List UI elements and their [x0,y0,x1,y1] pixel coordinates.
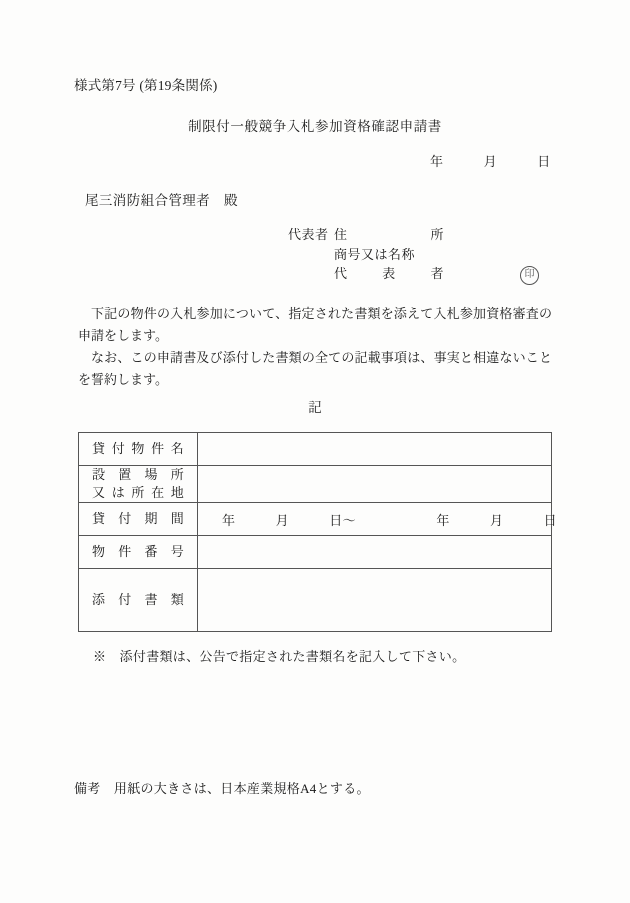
form-number: 様式第7号 (第19条関係) [74,78,218,93]
applicant-company-label: 商号又は名称 [334,246,416,262]
row-label-attachments [79,569,198,632]
row-label-property-name [79,433,198,466]
row-value-location[interactable] [198,466,552,503]
addressee-line: 尾三消防組合管理者 殿 [85,193,238,208]
table-row [79,433,552,466]
seal-stamp-icon: 印 [520,266,539,285]
footer-remark: 備考 用紙の大きさは、日本産業規格A4とする。 [74,781,370,796]
applicant-address-label: 住 所 [334,227,444,242]
value-text: 年 月 日～ 年 月 日 [222,512,558,528]
applicant-representative-row [288,264,454,284]
label-text: 添付書類 [92,592,184,607]
applicant-company-row [288,245,454,265]
form-table [78,432,558,632]
row-value-property-number[interactable] [198,536,552,569]
document-title: 制限付一般競争入札参加資格確認申請書 [188,119,442,134]
row-value-lease-period[interactable] [198,503,558,536]
table-note: ※ 添付書類は、公告で指定された書類名を記入して下さい。 [93,649,466,664]
row-label-lease-period [79,503,198,536]
body-text [78,303,552,391]
applicant-representative-label: 代 表 者 [334,266,444,281]
label-text: 物件番号 [92,544,184,559]
label-text: 貸付期間 [92,511,184,526]
table-row [79,536,552,569]
table-row [79,503,552,536]
body-paragraph-2: なお、この申請書及び添付した書類の全ての記載事項は、事実と相違ないことを誓約します。 [78,350,552,387]
row-label-location [79,466,198,503]
body-paragraph-1: 下記の物件の入札参加について、指定された書類を添えて入札参加資格審査の申請をします。 [78,306,552,343]
applicant-kicker: 代表者 [288,227,329,242]
label-text-line-2: 又は所在地 [92,485,184,500]
label-text-line-1: 設置場所 [92,467,184,482]
applicant-block [288,225,535,284]
label-text: 貸付物件名 [92,441,184,456]
row-value-property-name[interactable] [198,433,552,466]
table-row [79,466,552,503]
ki-mark: 記 [308,400,322,415]
row-label-property-number [79,536,198,569]
row-value-attachments[interactable] [198,569,552,632]
date-line: 年 月 日 [430,154,551,169]
table-row [79,569,552,632]
applicant-address-row [288,225,454,245]
